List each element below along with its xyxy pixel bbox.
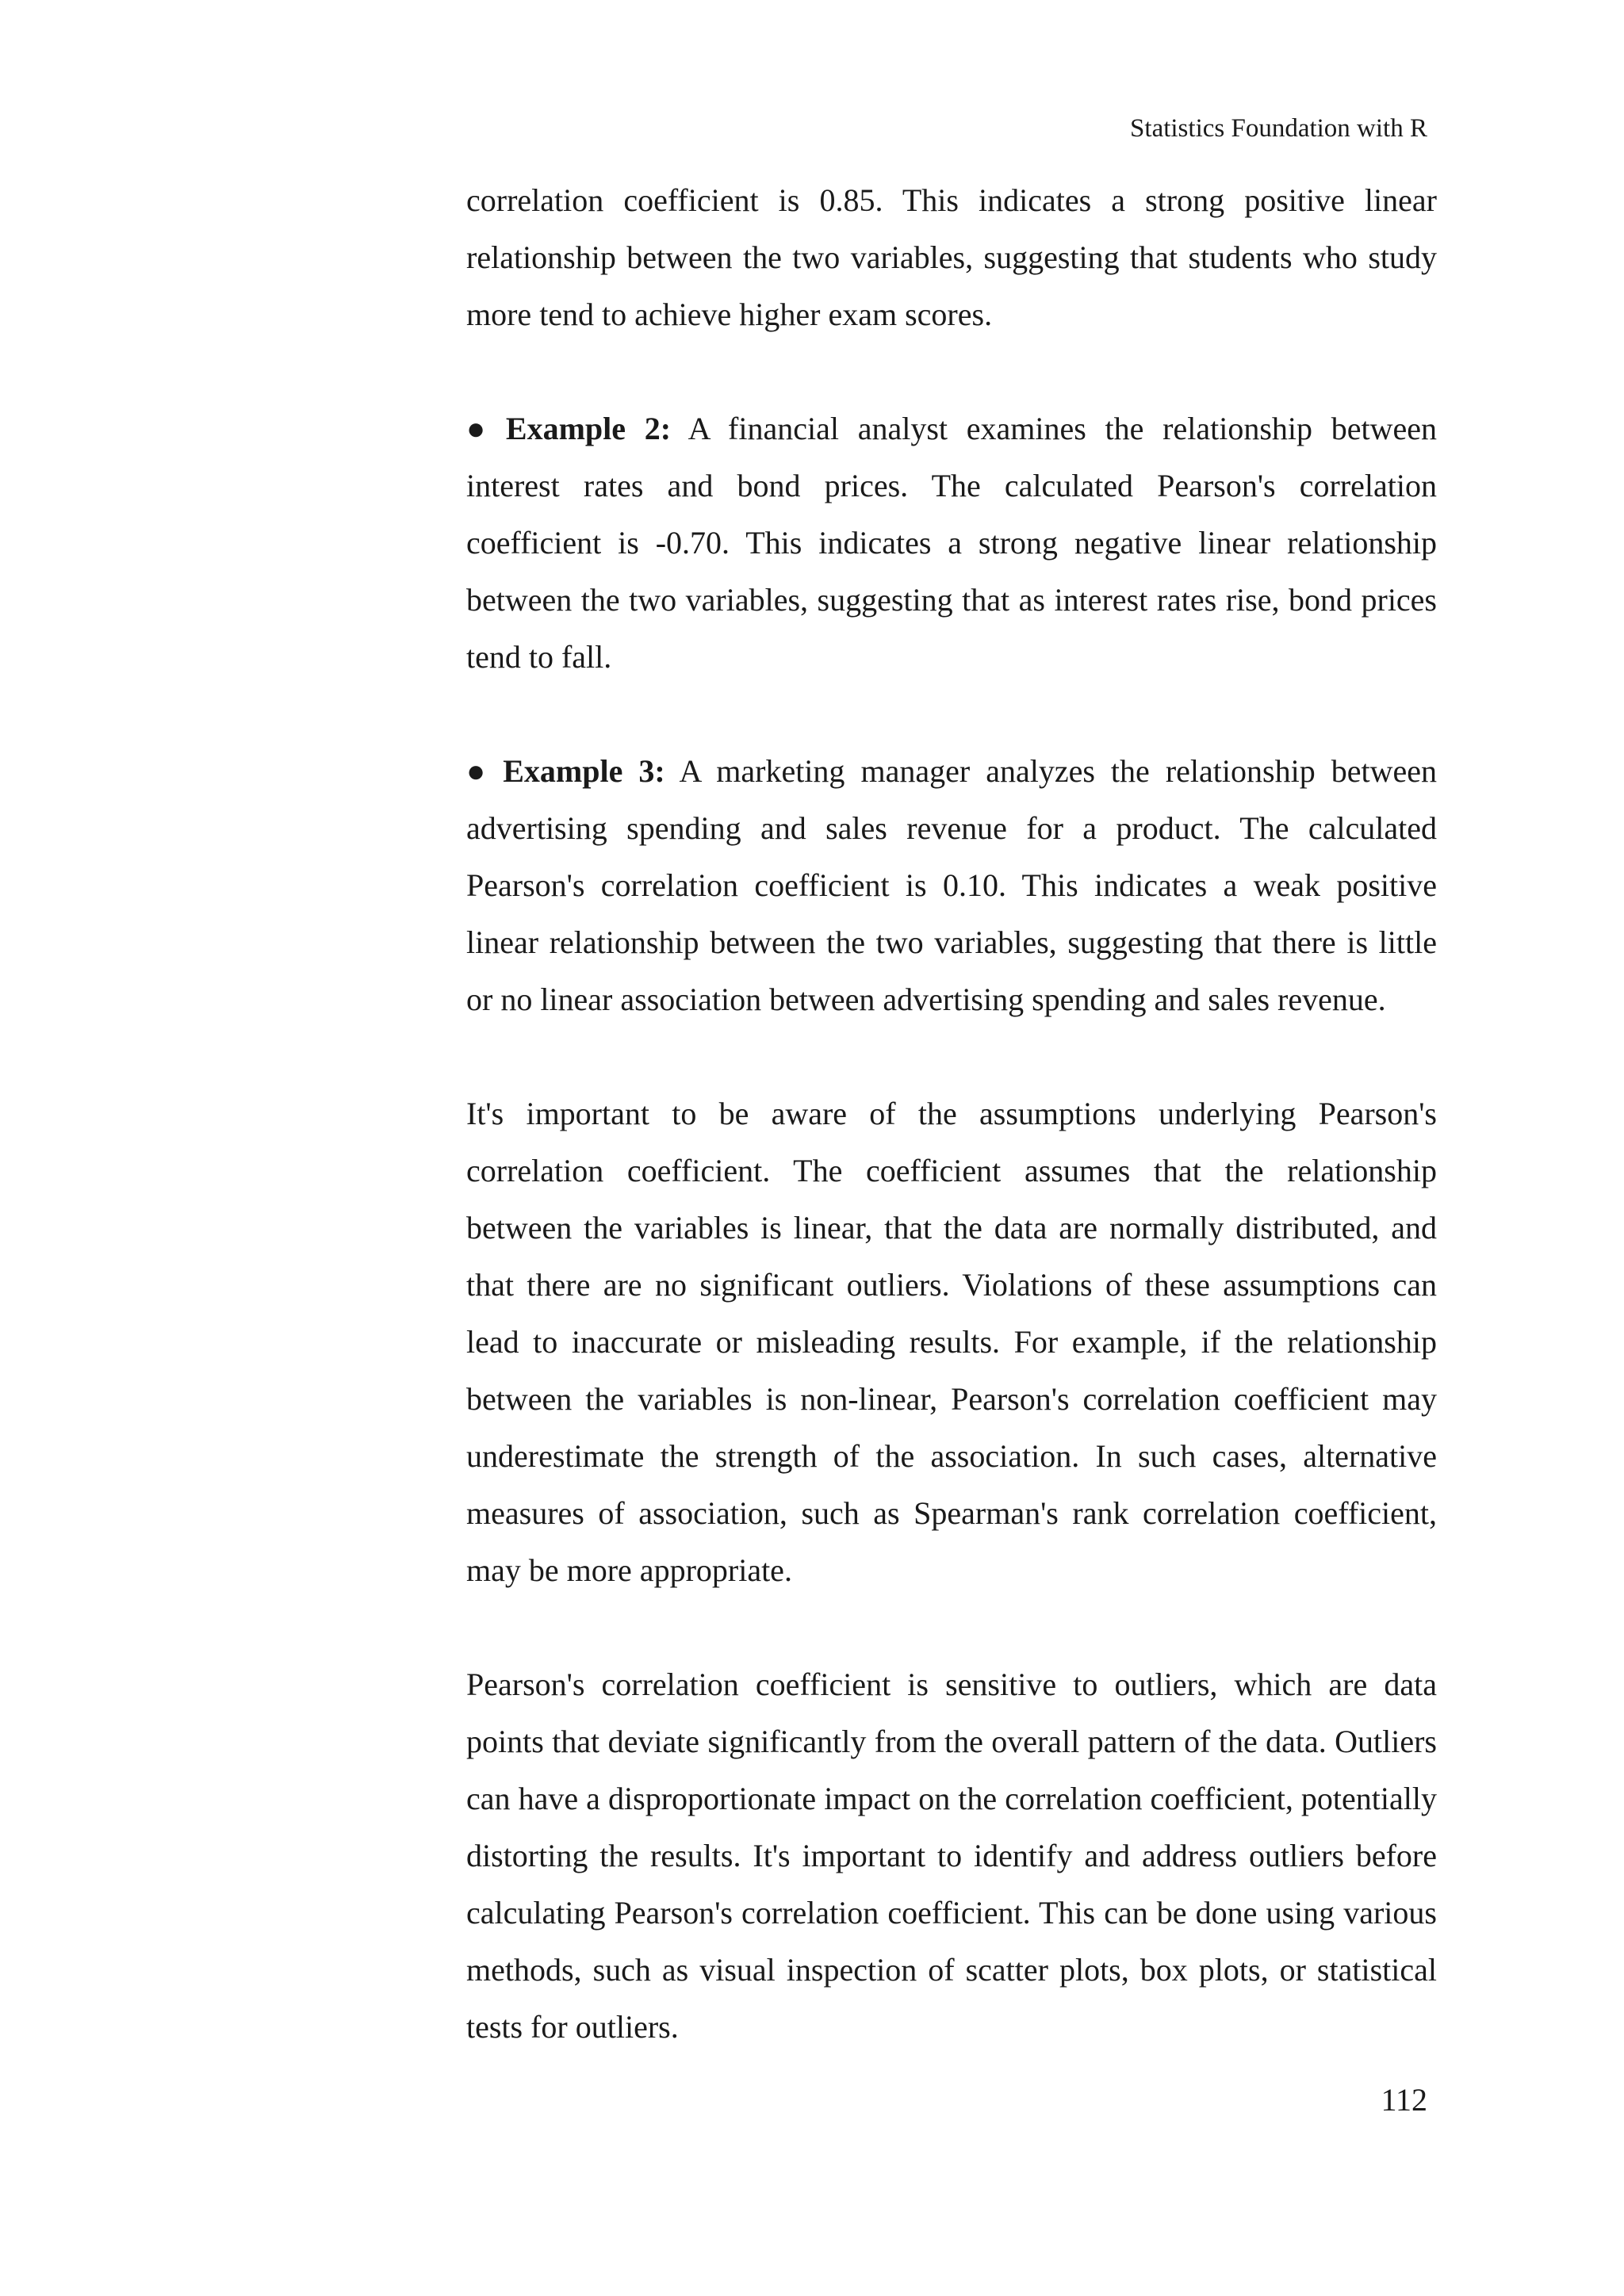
page-number: 112 — [1381, 2082, 1427, 2118]
example-3-text: A marketing manager analyzes the relationship between advertising spending and sales revenue for a product. The calculated Pearson's correlation coefficient is 0.10. This indicates a weak positive linear relationship between the two variables, suggesting that there is little or no linear association between advertising spending and sales revenue. — [466, 753, 1437, 1017]
continuation-paragraph: correlation coefficient is 0.85. This indicates a strong positive linear relationship between the two variables, suggesting that students who study more tend to achieve higher exam scores. — [466, 182, 1437, 332]
example-2-label: Example 2: — [505, 411, 672, 446]
bullet-icon: ● — [466, 411, 496, 446]
running-header: Statistics Foundation with R — [1130, 114, 1427, 143]
example-3-label: Example 3: — [503, 753, 665, 789]
outliers-paragraph: Pearson's correlation coefficient is sensitive to outliers, which are data points that deviate significantly from the overall pattern of the data. Outliers can have a disproportionate impact on the correlation coefficient, potentially distorting the results. It's important to identify and address outliers before calculating Pearson's correlation coefficient. This can be done using various methods, such as visual inspection of scatter plots, box plots, or statistical tests for outliers. — [466, 1667, 1437, 2045]
assumptions-paragraph: It's important to be aware of the assumptions underlying Pearson's correlation coefficient. The coefficient assumes that the relationship between the variables is linear, that the data are normally distributed, and that there are no significant outliers. Violations of these assumptions can lead to inaccurate or misleading results. For example, if the relationship between the variables is non-linear, Pearson's correlation coefficient may underestimate the strength of the association. In such cases, alternative measures of association, such as Spearman's rank correlation coefficient, may be more appropriate. — [466, 1096, 1437, 1588]
example-3-paragraph — [466, 743, 1437, 1028]
example-2-text: A financial analyst examines the relationship between interest rates and bond prices. The calculated Pearson's correlation coefficient is -0.70. This indicates a strong negative linear relationship between the two variables, suggesting that as interest rates rise, bond prices tend to fall. — [466, 411, 1438, 675]
page-body — [466, 172, 1437, 2056]
bullet-icon: ● — [466, 753, 494, 789]
example-2-paragraph — [466, 400, 1437, 686]
